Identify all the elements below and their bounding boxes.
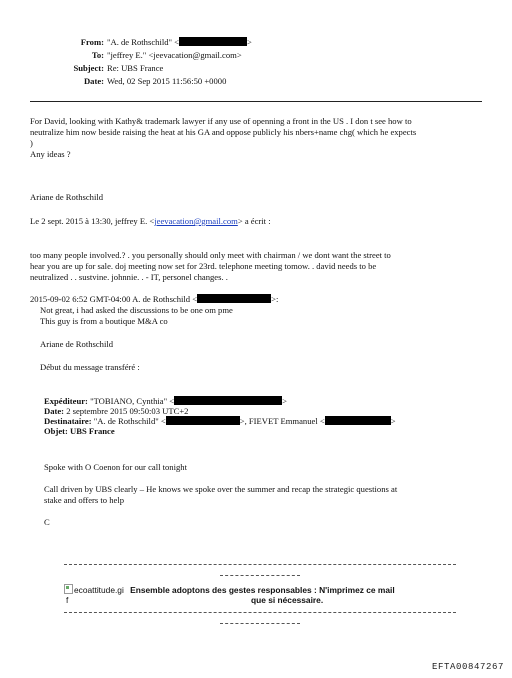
date-value: Wed, 02 Sep 2015 11:56:50 +0000: [107, 76, 227, 86]
subject-label: Subject:: [73, 63, 104, 73]
quoted-line: Not great, i had asked the discussions to be one om pme: [40, 305, 233, 315]
from-label: From:: [80, 37, 104, 47]
document-id: EFTA00847267: [431, 662, 504, 672]
to-label: To:: [91, 50, 104, 60]
redaction-box: [179, 37, 247, 46]
body-line: neutralize him now beside raising the heat at his GA and oppose publicly his nbers+name chg( which he expects: [30, 127, 417, 137]
disclaimer-text-2: que si nécessaire.: [251, 595, 324, 605]
fwd-body-line: Call driven by UBS clearly – He knows we spoke over the summer and recap the strategic questions at: [44, 484, 398, 494]
quoted-line: This guy is from a boutique M&A co: [40, 316, 168, 326]
to-row: [28, 50, 242, 60]
forward-intro: Début du message transféré :: [40, 362, 140, 372]
signature: Ariane de Rothschild: [40, 339, 114, 349]
image-alt-text: ecoattitude.gi: [74, 585, 124, 595]
quoted-line: hear you are up for sale. doj meeting now set for 23rd. telephone meeting tomow. . david needs to be: [30, 261, 377, 271]
from-value: "A. de Rothschild" <: [107, 37, 180, 47]
body-line: Any ideas ?: [30, 149, 71, 159]
fwd-body-line: C: [44, 517, 50, 527]
quoted-line: neutralized . . sustvine. johnnie. . - IT, personel changes. .: [30, 272, 228, 282]
redaction-box: [174, 396, 282, 405]
broken-image-icon: [64, 584, 73, 594]
quote2-intro: 2015-09-02 6:52 GMT-04:00 A. de Rothschild < >:: [30, 294, 279, 304]
redaction-box: [166, 416, 240, 425]
redaction-box: [325, 416, 391, 425]
to-value: "jeffrey E." <jeevacation@gmail.com>: [107, 50, 242, 60]
fwd-body-line: Spoke with O Coenon for our call tonight: [44, 462, 187, 472]
dashed-divider: [220, 575, 300, 576]
body-line: ): [30, 138, 33, 148]
fwd-to-row: Destinataire: "A. de Rothschild" < >, FIEVET Emmanuel < >: [44, 416, 396, 426]
fwd-date-row: Date: 2 septembre 2015 09:50:03 UTC+2: [44, 406, 189, 416]
fwd-subject-row: Objet: UBS France: [44, 426, 115, 436]
disclaimer-text: Ensemble adoptons des gestes responsables : N'imprimez ce mail: [130, 585, 395, 595]
fwd-body-line: stake and offers to help: [44, 495, 125, 505]
quoted-line: too many people involved.? . you personally should only meet with chairman / we dont want the street to: [30, 250, 391, 260]
from-row: From: "A. de Rothschild" < >: [28, 37, 252, 47]
date-label: Date:: [83, 76, 104, 86]
quote-intro: Le 2 sept. 2015 à 13:30, jeffrey E. <jeevacation@gmail.com> a écrit :: [30, 216, 271, 226]
email-link[interactable]: jeevacation@gmail.com: [154, 216, 238, 226]
subject-value: Re: UBS France: [107, 63, 164, 73]
signature: Ariane de Rothschild: [30, 192, 104, 202]
dashed-divider: [64, 612, 456, 613]
image-alt-text-2: f: [66, 595, 69, 605]
body-line: For David, looking with Kathy& trademark lawyer if any use of openning a front in the US . I don t see how to: [30, 116, 412, 126]
fwd-from-row: Expéditeur: "TOBIANO, Cynthia" < >: [44, 396, 287, 406]
dashed-divider: [220, 623, 300, 624]
header-divider: [30, 101, 482, 102]
dashed-divider: [64, 564, 456, 565]
date-row: [28, 76, 226, 86]
subject-row: [28, 63, 163, 73]
eco-disclaimer: [64, 584, 395, 595]
redaction-box: [197, 294, 271, 303]
